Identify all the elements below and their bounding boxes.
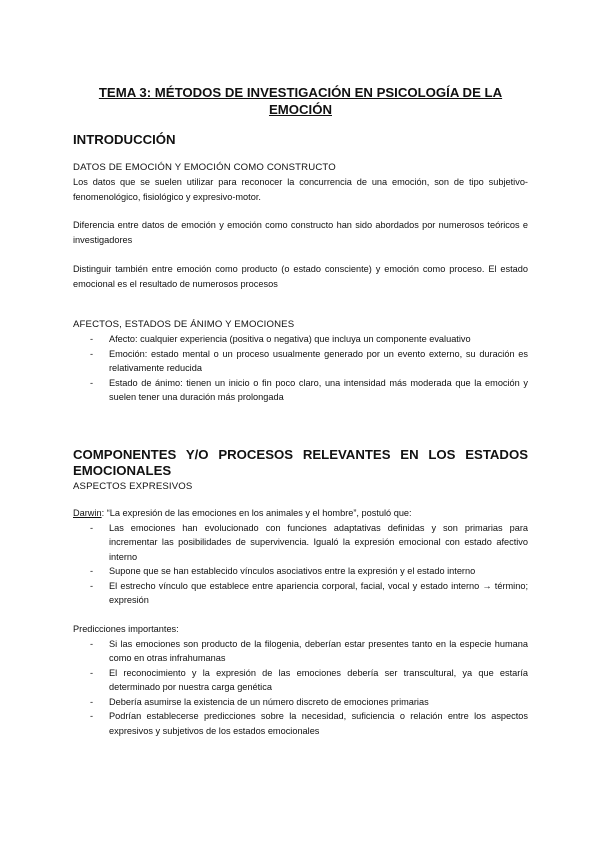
list-item: - Estado de ánimo: tienen un inicio o fin poco claro, una intensidad más moderada que la emoción y suelen tener una duración más prolongada (90, 377, 528, 402)
dash-bullet-icon: - (90, 667, 94, 678)
list-item: - Si las emociones son producto de la filogenia, deberían estar presentes tanto en la especie humana como en otras infrahumanas (90, 638, 528, 663)
intro-paragraph-3: Distinguir también entre emoción como producto (o estado consciente) y emoción como proceso. El estado emocional es el resultado de numerosos procesos (73, 264, 528, 289)
dash-bullet-icon: - (90, 334, 94, 344)
predicciones-label: Predicciones importantes: (73, 623, 179, 634)
list-item: - Supone que se han establecido vínculos asociativos entre la expresión y el estado interno (73, 564, 528, 579)
dash-bullet-icon: - (90, 580, 94, 591)
componentes-heading: COMPONENTES Y/O PROCESOS RELEVANTES EN LOS ESTADOS EMOCIONALES (73, 446, 528, 478)
list-item: - Afecto: cualquier experiencia (positiva o negativa) que incluya un componente evaluativo (73, 332, 528, 347)
list-item: - El estrecho vínculo que establece entre apariencia corporal, facial, vocal y estado interno → término; expresión (90, 580, 528, 605)
dash-bullet-icon: - (90, 696, 94, 707)
dash-bullet-icon: - (90, 711, 94, 721)
afectos-list (73, 332, 528, 405)
intro-paragraph-1: Los datos que se suelen utilizar para reconocer la concurrencia de una emoción, son de tipo subjetivo-fenomenológico, fisiológico y expresivo-motor. (73, 177, 528, 202)
darwin-list (73, 521, 528, 608)
dash-bullet-icon: - (90, 522, 94, 533)
list-item: - Las emociones han evolucionado con funciones adaptativas definidas y son primarias para incrementar las posibilidades de supervivencia. Igualó la expresión emocional con estado afectivo interno (90, 522, 528, 562)
darwin-name: Darwin (73, 507, 102, 518)
dash-bullet-icon: - (90, 566, 94, 576)
dash-bullet-icon: - (90, 377, 94, 388)
intro-paragraph-2: Diferencia entre datos de emoción y emoción como constructo han sido abordados por numerosos teóricos e investigadores (73, 220, 528, 245)
list-item: - Debería asumirse la existencia de un número discreto de emociones primarias (73, 695, 528, 710)
dash-bullet-icon: - (90, 348, 94, 359)
predicciones-list (73, 637, 528, 739)
darwin-intro: Darwin: “La expresión de las emociones en los animales y el hombre”, postuló que: (73, 507, 412, 518)
intro-heading: INTRODUCCIÓN (73, 132, 176, 147)
list-item: - Podrían establecerse predicciones sobre la necesidad, suficiencia o relación entre los aspectos expresivos y subjetivos de los estados emocionales (90, 711, 528, 736)
document-title: TEMA 3: MÉTODOS DE INVESTIGACIÓN EN PSICOLOGÍA DE LA EMOCIÓN (98, 85, 503, 117)
datos-subheading: DATOS DE EMOCIÓN Y EMOCIÓN COMO CONSTRUCTO (73, 162, 336, 173)
afectos-subheading: AFECTOS, ESTADOS DE ÁNIMO Y EMOCIONES (73, 319, 295, 330)
list-item: - Emoción: estado mental o un proceso usualmente generado por un evento externo, su duración es relativamente reducida (90, 348, 528, 373)
aspectos-expresivos-subheading: ASPECTOS EXPRESIVOS (73, 480, 193, 492)
document-page (73, 84, 528, 738)
list-item: - El reconocimiento y la expresión de las emociones debería ser transcultural, ya que estaría determinado por nuestra carga genética (90, 667, 528, 692)
dash-bullet-icon: - (90, 638, 94, 649)
